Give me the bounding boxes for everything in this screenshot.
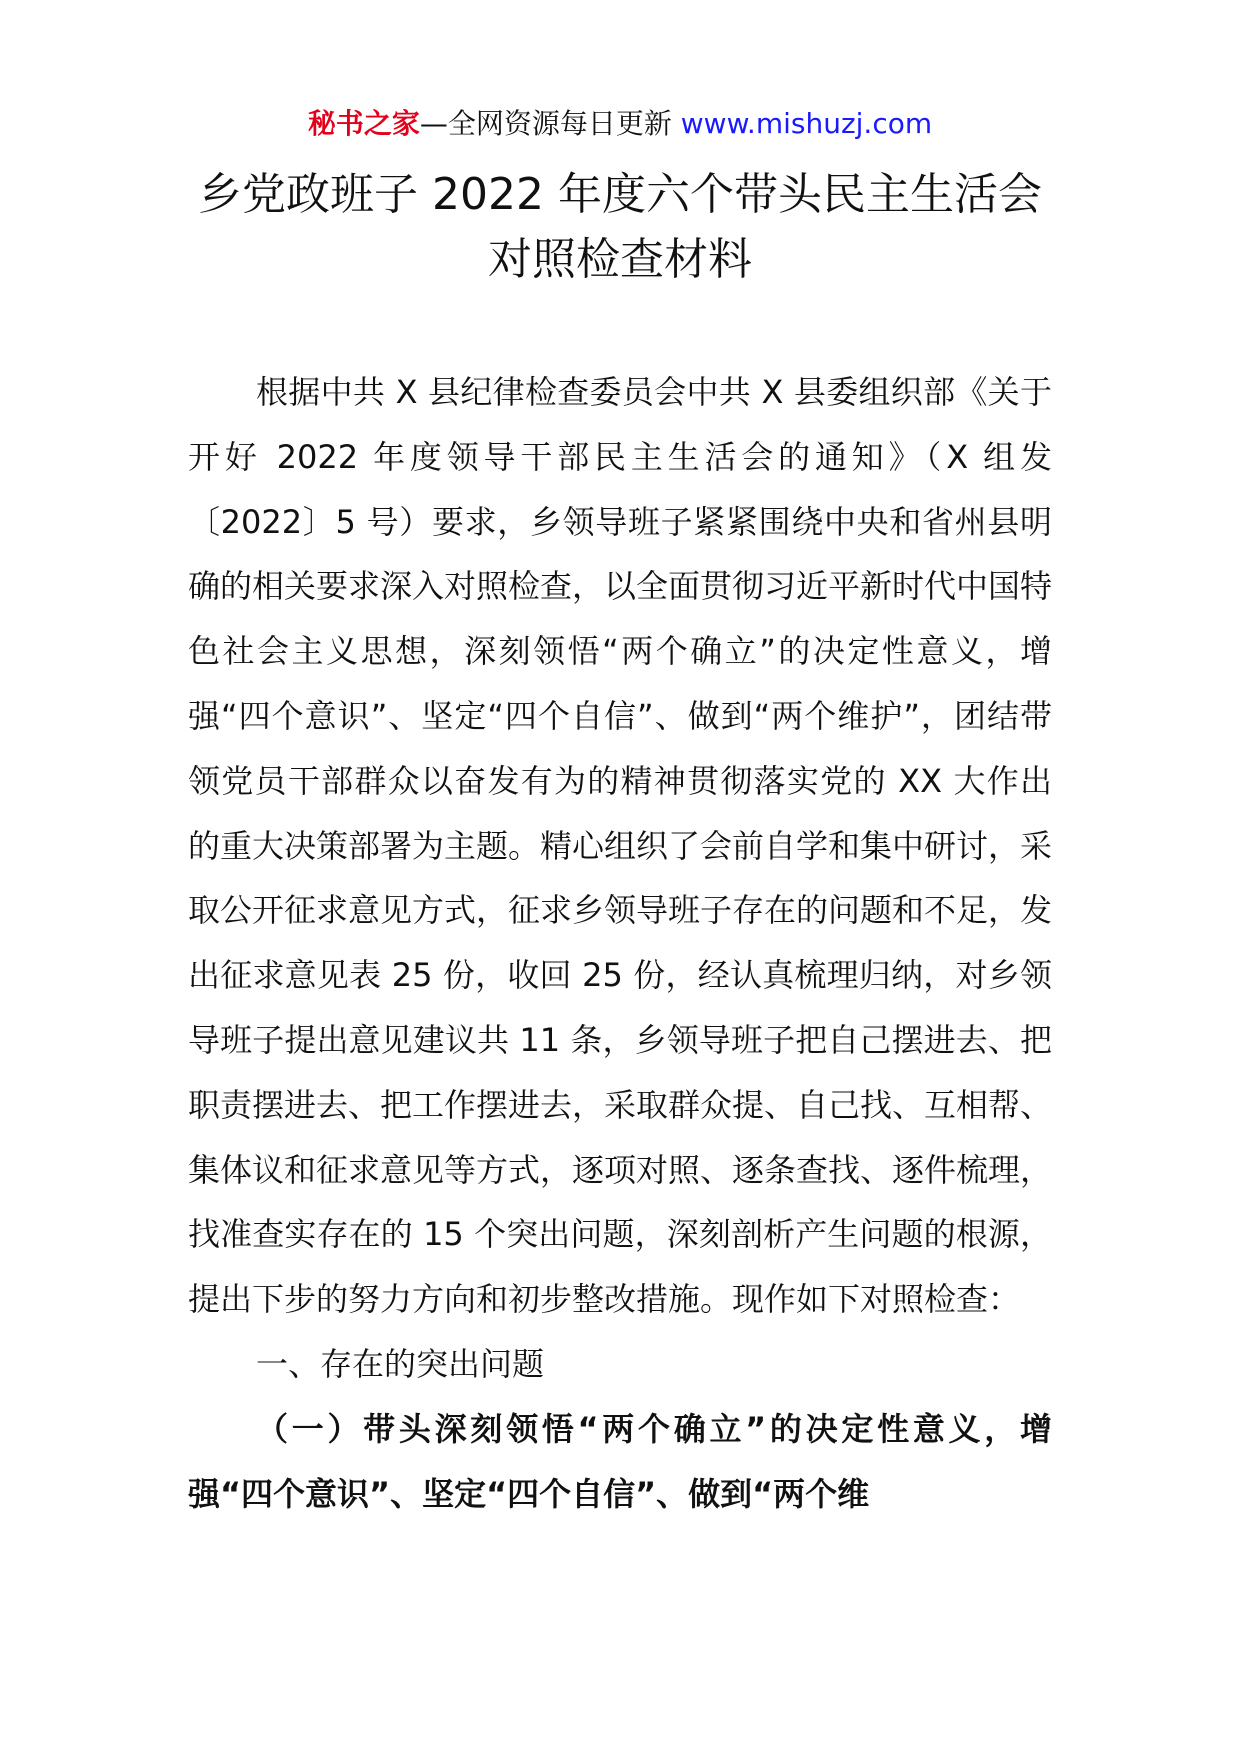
subsection-heading-1: （一）带头深刻领悟“两个确立”的决定性意义，增强“四个意识”、坚定“四个自信”、做到“两个维 [188,1409,1052,1513]
site-brand: 秘书之家 [307,107,420,140]
section-heading-1: 一、存在的突出问题 [256,1344,545,1383]
document-title-line-2: 对照检查材料 [488,234,752,285]
document-title [160,162,1080,292]
site-header [0,104,1240,144]
site-tagline: —全网资源每日更新 [419,107,681,140]
document-body [188,360,1052,1526]
document-title-line-1: 乡党政班子 2022 年度六个带头民主生活会 [198,169,1042,220]
intro-paragraph: 根据中共 X 县纪律检查委员会中共 X 县委组织部《关于开好 2022 年度领导干部民主生活会的通知》（X 组发〔2022〕5 号）要求，乡领导班子紧紧围绕中央和省州县明确的相关要求深入对照检查，以全面贯彻习近平新时代中国特色社会主义思想，深刻领悟“两个确立”的决定性意义，增强“四个意识”、坚定“四个自信”、做到“两个维护”，团结带领党员干部群众以奋发有为的精神贯彻落实党的 XX 大作出的重大决策部署为主题。精心组织了会前自学和集中研讨，采取公开征求意见方式，征求乡领导班子存在的问题和不足，发出征求意见表 25 份，收回 25 份，经认真梳理归纳，对乡领导班子提出意见建议共 11 条，乡领导班子把自己摆进去、把职责摆进去、把工作摆进去，采取群众提、自己找、互相帮、集体议和征求意见等方式，逐项对照、逐条查找、逐件梳理，找准查实存在的 15 个突出问题，深刻剖析产生问题的根源，提出下步的努力方向和初步整改措施。现作如下对照检查： [188,373,1053,1319]
site-url-link[interactable]: www.mishuzj.com [680,107,933,140]
